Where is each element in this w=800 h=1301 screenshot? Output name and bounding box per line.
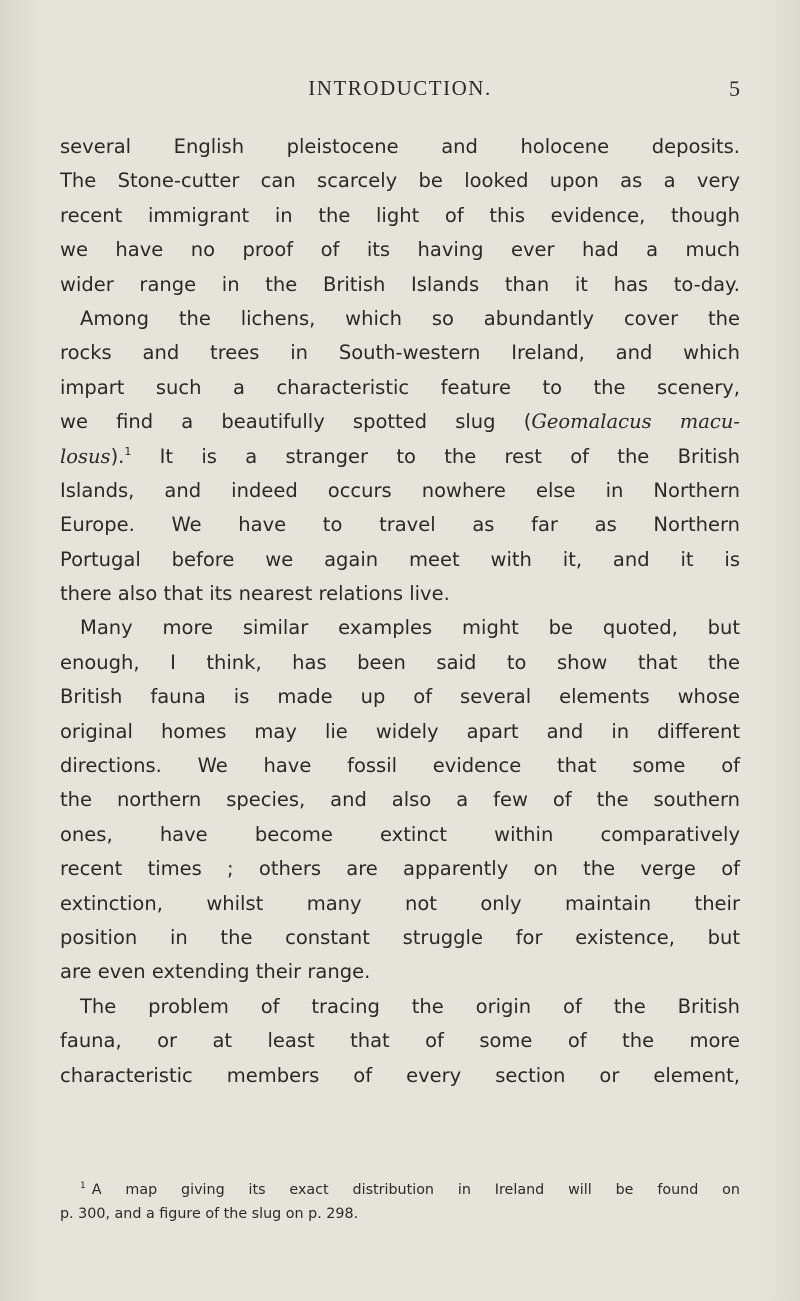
text-line: Europe. We have to travel as far as Northern — [60, 513, 740, 537]
text-segment: It is a stranger to the rest of the British — [131, 444, 740, 468]
text-line: directions. We have fossil evidence that some of — [60, 754, 740, 778]
text-line: are even extending their range. — [60, 960, 371, 984]
text-line: Many more similar examples might be quoted, but — [80, 616, 740, 640]
footnote-marker: 1 — [80, 1181, 86, 1191]
text-segment: ). — [110, 444, 125, 468]
text-line: ones, have become extinct within comparatively — [60, 822, 740, 846]
running-title: INTRODUCTION. — [308, 76, 492, 100]
text-line: characteristic members of every section or element, — [60, 1063, 740, 1087]
text-line: recent immigrant in the light of this evidence, though — [60, 203, 740, 227]
text-line: original homes may lie widely apart and in different — [60, 719, 740, 743]
species-name-part: Geomalacus macu- — [531, 410, 740, 434]
text-line: wider range in the British Islands than it has to-day. — [60, 272, 740, 296]
text-line-with-footnote-ref — [60, 440, 740, 474]
text-line: Among the lichens, which so abundantly cover the — [80, 306, 740, 330]
text-line-with-species-name — [60, 405, 740, 439]
footnote-reference[interactable]: 1 — [124, 444, 132, 458]
footnote-text: A map giving its exact distribution in Ireland will be found on — [91, 1182, 740, 1198]
text-line: fauna, or at least that of some of the more — [60, 1029, 740, 1053]
text-line: recent times ; others are apparently on the verge of — [60, 857, 740, 881]
text-line: there also that its nearest relations live. — [60, 582, 450, 606]
text-segment: we find a beautifully spotted slug ( — [60, 410, 532, 434]
text-line: The problem of tracing the origin of the British — [80, 994, 740, 1018]
text-line: several English pleistocene and holocene deposits. — [60, 135, 740, 158]
text-line: extinction, whilst many not only maintain their — [60, 891, 740, 915]
text-line: enough, I think, has been said to show that the — [60, 650, 740, 674]
text-line: The Stone-cutter can scarcely be looked upon as a very — [60, 169, 740, 193]
page-header — [60, 76, 740, 106]
main-text — [60, 130, 740, 1093]
text-line: Islands, and indeed occurs nowhere else in Northern — [60, 478, 740, 502]
text-line: we have no proof of its having ever had a much — [60, 238, 740, 262]
text-line: rocks and trees in South-western Ireland, and which — [60, 341, 740, 365]
text-line: the northern species, and also a few of the southern — [60, 788, 740, 812]
species-name-part: losus — [60, 444, 111, 468]
footnote-line — [60, 1178, 740, 1202]
text-line: Portugal before we again meet with it, and it is — [60, 547, 740, 571]
text-line: British fauna is made up of several elements whose — [60, 685, 740, 709]
footnote-line: p. 300, and a figure of the slug on p. 298. — [60, 1206, 359, 1222]
text-line: position in the constant struggle for existence, but — [60, 925, 740, 949]
footnote — [60, 1178, 740, 1226]
page-number: 5 — [729, 76, 740, 101]
text-line: impart such a characteristic feature to the scenery, — [60, 375, 740, 399]
